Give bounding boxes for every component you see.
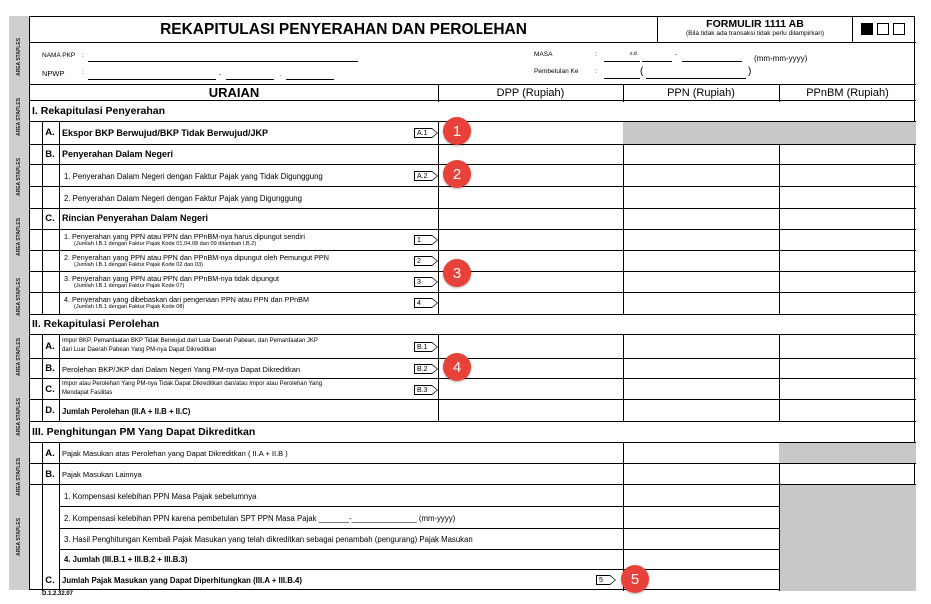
tag-1: 1 [414,235,432,245]
disabled-cell-1a [623,122,916,144]
label-3b: Pajak Masukan Lainnya [62,470,142,479]
col-uraian: URAIAN [30,85,438,101]
masa-from-field[interactable] [604,61,640,62]
npwp-field-1[interactable] [88,79,216,80]
page-boxes [852,17,916,43]
label-1c2: 2. Penyerahan yang PPN atau PPN dan PPnBM-nya dipungut oleh Pemungut PPN [64,253,329,262]
tag-b1: B.1 [414,342,432,352]
section-3-title: III. Penghitungan PM Yang Dapat Dikreditkan [32,426,256,438]
form-note: (Bila tidak ada transaksi tidak perlu dilampirkan) [685,30,824,37]
marker-1: 1 [443,117,471,145]
label-2b: Perolehan BKP/JKP dari Dalam Negeri Yang PM-nya Dapat Dikreditkan [62,365,301,374]
staples-label: AREA STAPLES [16,517,22,557]
row-3b2 [60,507,779,529]
col-dpp: DPP (Rupiah) [438,85,623,101]
disabled-cell-3b [780,485,916,591]
note-1c2: (Jumlah I.B.1 dengan Faktur Pajak Kode 02 dan 03) [74,262,204,268]
tag-2: 2 [414,256,432,266]
staples-label: AREA STAPLES [16,157,22,197]
nama-pkp-label: NAMA PKP [42,52,76,59]
staples-label: AREA STAPLES [16,277,22,317]
form-code: FORMULIR 1111 AB [706,18,804,30]
label-1c1: 1. Penyerahan yang PPN atau PPN dan PPnBM-nya harus dipungut sendiri [64,232,305,241]
pembetulan-detail-field[interactable] [646,78,746,79]
row-3c: C. Jumlah Pajak Masukan yang Dapat Diperhitungkan (III.A + III.B.4) 5 [30,570,916,591]
tag-a2: A.2 [414,171,432,181]
npwp-field-2[interactable] [226,79,274,80]
label-3b1: 1. Kompensasi kelebihan PPN Masa Pajak sebelumnya [64,492,257,501]
label-3a: Pajak Masukan atas Perolehan yang Dapat Dikreditkan ( II.A + II.B ) [62,449,288,458]
row-2a: A. Impor BKP, Pemanfaatan BKP Tidak Berwujud dari Luar Daerah Pabean, dan Pemanfaatan JKP dari Luar Daerah Pabean Yang PM-nya Dapat Dikreditkan B.1 [30,335,916,359]
staples-label: AREA STAPLES [16,37,22,77]
note-1c3: (Jumlah I.B.1 dengan Faktur Pajak Kode 07) [74,283,185,289]
masa-to-field-1[interactable] [642,61,672,62]
row-3b3 [60,529,779,550]
tag-3: 3 [414,277,432,287]
masa-label: MASA [534,51,553,58]
disabled-cell-3a [779,443,916,463]
staples-label: AREA STAPLES [16,457,22,497]
staples-label: AREA STAPLES [16,217,22,257]
row-1c4 [30,293,916,315]
page-box [877,23,889,35]
tag-a1: A.1 [414,128,432,138]
label-3b3: 3. Hasil Penghitungan Kembali Pajak Masukan yang telah dikreditkan sebagai penambah (pengurang) Pajak Masukan [64,535,473,544]
tag-b3: B.3 [414,385,432,395]
note-1c4: (Jumlah I.B.1 dengan Faktur Pajak Kode 08) [74,304,185,310]
label-1c4: 4. Penyerahan yang dibebaskan dari pengenaan PPN atau PPN dan PPnBM [64,295,309,304]
tag-4: 4 [414,298,432,308]
label-2c-2: Mendapat Fasilitas [62,390,113,396]
staples-label: AREA STAPLES [16,97,22,137]
section-2-header [30,315,916,335]
page-box-filled [861,23,873,35]
row-3b4 [60,550,779,570]
row-2b: B. Perolehan BKP/JKP dari Dalam Negeri Yang PM-nya Dapat Dikreditkan B.2 [30,359,916,379]
row-1b2 [30,187,916,209]
row-3b1 [60,485,779,507]
row-1b1 [30,165,916,187]
row-1c: C. Rincian Penyerahan Dalam Negeri [30,209,916,230]
label-3b4: 4. Jumlah (III.B.1 + III.B.2 + III.B.3) [64,555,188,564]
form-container [29,16,915,590]
label-1a: Ekspor BKP Berwujud/BKP Tidak Berwujud/JKP [62,128,269,138]
marker-4: 4 [443,353,471,381]
label-2c-1: Impor atau Perolehan Yang PM-nya Tidak Dapat Dikreditkan dan/atau Impor atau Perolehan Yang [62,381,323,387]
masa-to-field-2[interactable] [682,61,742,62]
pembetulan-field[interactable] [604,78,640,79]
row-1a: A. Ekspor BKP Berwujud/BKP Tidak Berwujud/JKP A.1 [30,122,916,145]
label-2d: Jumlah Perolehan (II.A + II.B + II.C) [62,407,191,416]
label-1c: Rincian Penyerahan Dalam Negeri [62,213,209,223]
row-1c3 [30,272,916,293]
staples-label: AREA STAPLES [16,397,22,437]
header-info: NAMA PKP : NPWP : - . MASA : s.d - (mm-mm-yyyy) Pembetulan Ke : ( ) [30,43,916,85]
marker-2: 2 [443,160,471,188]
row-1b: B. Penyerahan Dalam Negeri [30,145,916,165]
staples-area [9,16,29,590]
page-box [893,23,905,35]
note-1c1: (Jumlah I.B.1 dengan Faktur Pajak Kode 01,04,08 dan 09 ditambah I.B.2) [74,241,257,247]
label-1b2: 2. Penyerahan Dalam Negeri dengan Faktur Pajak yang Digunggung [64,194,302,203]
section-1-title: I. Rekapitulasi Penyerahan [32,105,166,117]
label-1c3: 3. Penyerahan yang PPN atau PPN dan PPnBM-nya tidak dipungut [64,274,279,283]
row-1c1 [30,230,916,251]
section-3-header [30,422,916,443]
npwp-field-3[interactable] [286,79,334,80]
tag-5: 5 [596,575,610,585]
date-format: (mm-mm-yyyy) [754,54,808,63]
marker-5: 5 [621,565,649,593]
staples-label: AREA STAPLES [16,337,22,377]
form-title: REKAPITULASI PENYERAHAN DAN PEROLEHAN [30,17,658,43]
pembetulan-label: Pembetulan Ke [534,68,579,75]
npwp-label: NPWP [42,69,65,78]
row-1c2 [30,251,916,272]
row-2d: D. Jumlah Perolehan (II.A + II.B + II.C) [30,400,916,422]
row-3b: B. Pajak Masukan Lainnya [30,464,916,485]
nama-pkp-field[interactable] [88,61,358,62]
section-2-title: II. Rekapitulasi Perolehan [32,318,160,330]
label-2a-2: dari Luar Daerah Pabean Yang PM-nya Dapat Dikreditkan [62,347,217,353]
label-1b1: 1. Penyerahan Dalam Negeri dengan Faktur Pajak yang Tidak Digunggung [64,172,323,181]
footer-code: D.1.2.32.07 [42,591,74,597]
col-ppn: PPN (Rupiah) [623,85,779,101]
label-1b: Penyerahan Dalam Negeri [62,149,174,159]
label-2a-1: Impor BKP, Pemanfaatan BKP Tidak Berwujud dari Luar Daerah Pabean, dan Pemanfaatan JKP [62,338,318,344]
label-3b2: 2. Kompensasi kelebihan PPN karena pembetulan SPT PPN Masa Pajak _______-_______________ (mm-yyyy) [64,514,456,523]
section-1-header [30,101,916,122]
col-ppnbm: PPnBM (Rupiah) [779,85,916,101]
form-code-box [658,17,852,43]
row-3a: A. Pajak Masukan atas Perolehan yang Dapat Dikreditkan ( II.A + II.B ) [30,443,916,464]
marker-3: 3 [443,259,471,287]
label-3c: Jumlah Pajak Masukan yang Dapat Diperhitungkan (III.A + III.B.4) [62,576,302,585]
tag-b2: B.2 [414,364,432,374]
row-2c: C. Impor atau Perolehan Yang PM-nya Tidak Dapat Dikreditkan dan/atau Impor atau Perolehan Yang Mendapat Fasilitas B.3 [30,379,916,400]
